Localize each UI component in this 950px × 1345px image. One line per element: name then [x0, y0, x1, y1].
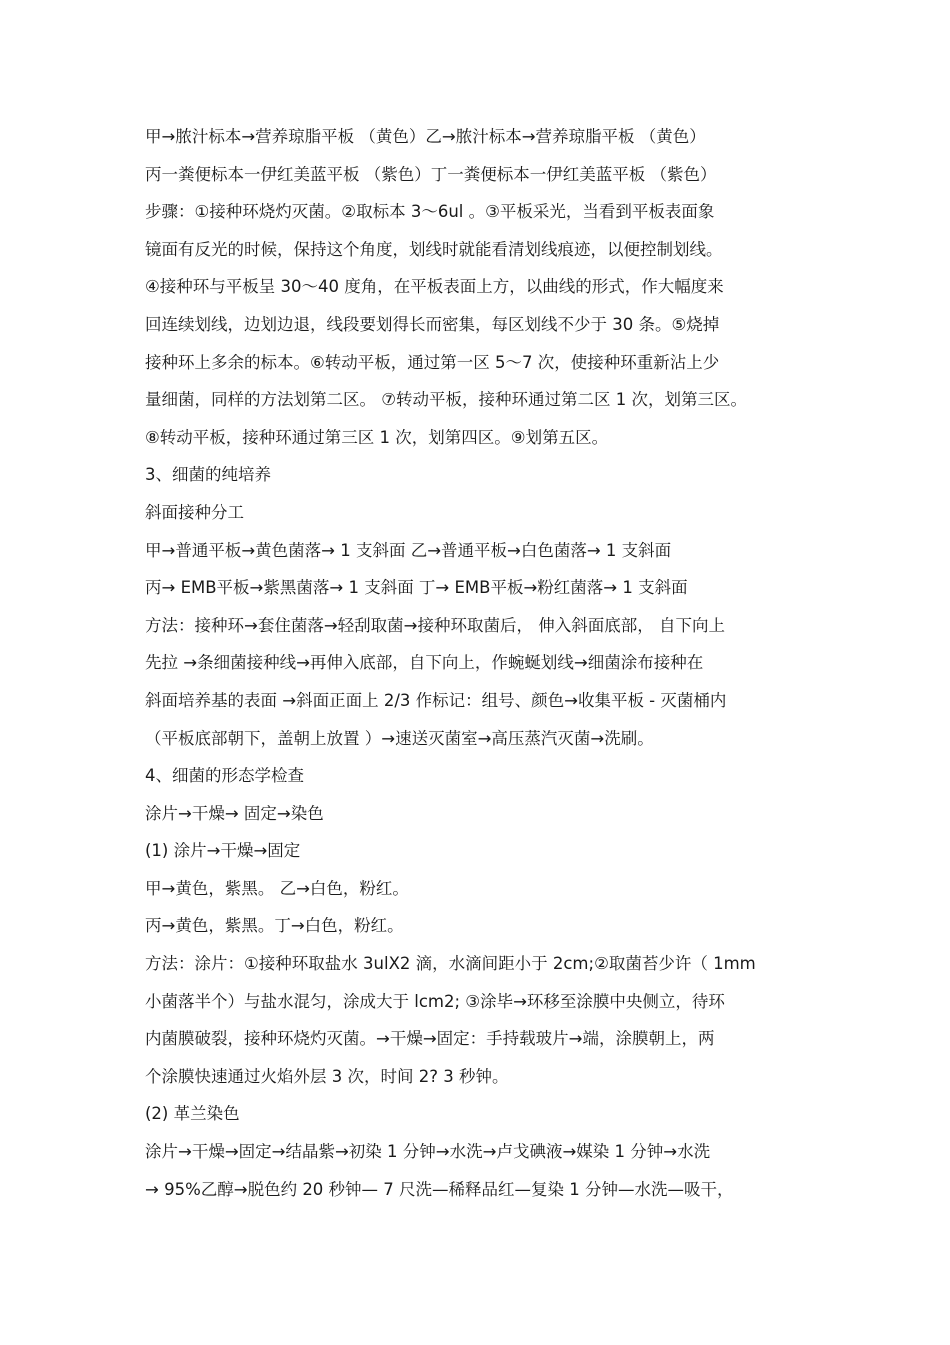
- text-line: 个涂膜快速通过火焰外层 3 次，时间 2? 3 秒钟。: [145, 1066, 509, 1086]
- text-line: 甲→黄色，紫黑。 乙→白色，粉红。: [145, 878, 409, 898]
- text-line: 步骤：①接种环烧灼灭菌。②取标本 3～6ul 。③平板采光，当看到平板表面象: [145, 202, 715, 222]
- text-line: 接种环上多余的标本。⑥转动平板，通过第一区 5～7 次，使接种环重新沾上少: [145, 352, 720, 372]
- text-line: 方法：接种环→套住菌落→轻刮取菌→接种环取菌后， 伸入斜面底部， 自下向上: [145, 615, 725, 635]
- section-heading: 4、细菌的形态学检查: [145, 766, 304, 786]
- text-line: 镜面有反光的时候，保持这个角度，划线时就能看清划线痕迹，以便控制划线。: [145, 239, 723, 259]
- text-line: （平板底部朝下，盖朝上放置 ）→速送灭菌室→高压蒸汽灭菌→洗刷。: [145, 728, 654, 748]
- text-line: 丙一粪便标本一伊红美蓝平板 （紫色）丁一粪便标本一伊红美蓝平板 （紫色）: [145, 164, 717, 184]
- text-line: 方法：涂片：①接种环取盐水 3ulX2 滴，水滴间距小于 2cm;②取菌苔少许（ 1mm: [145, 954, 756, 974]
- text-line: ④接种环与平板呈 30～40 度角，在平板表面上方，以曲线的形式，作大幅度来: [145, 277, 724, 297]
- subsection-heading: (1) 涂片→干燥→固定: [145, 841, 301, 861]
- text-line: 回连续划线，边划边退，线段要划得长而密集，每区划线不少于 30 条。⑤烧掉: [145, 314, 720, 334]
- subsection-heading: (2) 革兰染色: [145, 1104, 240, 1124]
- text-line: 涂片→干燥→ 固定→染色: [145, 803, 324, 823]
- document-body: [145, 118, 825, 1208]
- text-line: → 95%乙醇→脱色约 20 秒钟— 7 尺洗—稀释品红—复染 1 分钟—水洗—吸干，: [145, 1179, 734, 1199]
- text-line: ⑧转动平板，接种环通过第三区 1 次，划第四区。⑨划第五区。: [145, 427, 609, 447]
- text-line: 斜面培养基的表面 →斜面正面上 2/3 作标记：组号、颜色→收集平板 - 灭菌桶内: [145, 690, 727, 710]
- text-line: 涂片→干燥→固定→结晶紫→初染 1 分钟→水洗→卢戈碘液→媒染 1 分钟→水洗: [145, 1142, 711, 1162]
- section-heading: 3、细菌的纯培养: [145, 465, 271, 485]
- text-line: 内菌膜破裂，接种环烧灼灭菌。→干燥→固定：手持载玻片→端，涂膜朝上，两: [145, 1029, 715, 1049]
- text-line: 先拉 →条细菌接种线→再伸入底部，自下向上，作蜿蜒划线→细菌涂布接种在: [145, 653, 704, 673]
- text-line: 丙→ EMB平板→紫黑菌落→ 1 支斜面 丁→ EMB平板→粉红菌落→ 1 支斜面: [145, 578, 688, 598]
- text-line: 甲→普通平板→黄色菌落→ 1 支斜面 乙→普通平板→白色菌落→ 1 支斜面: [145, 540, 672, 560]
- text-line: 小菌落半个）与盐水混匀，涂成大于 lcm2; ③涂毕→环移至涂膜中央侧立，待环: [145, 991, 725, 1011]
- text-line: 量细菌，同样的方法划第二区。 ⑦转动平板，接种环通过第二区 1 次，划第三区。: [145, 390, 748, 410]
- text-line: 甲→脓汁标本→营养琼脂平板 （黄色）乙→脓汁标本→营养琼脂平板 （黄色）: [145, 127, 706, 146]
- subsection-heading: 斜面接种分工: [145, 502, 244, 522]
- text-line: 丙→黄色，紫黑。丁→白色，粉红。: [145, 916, 404, 936]
